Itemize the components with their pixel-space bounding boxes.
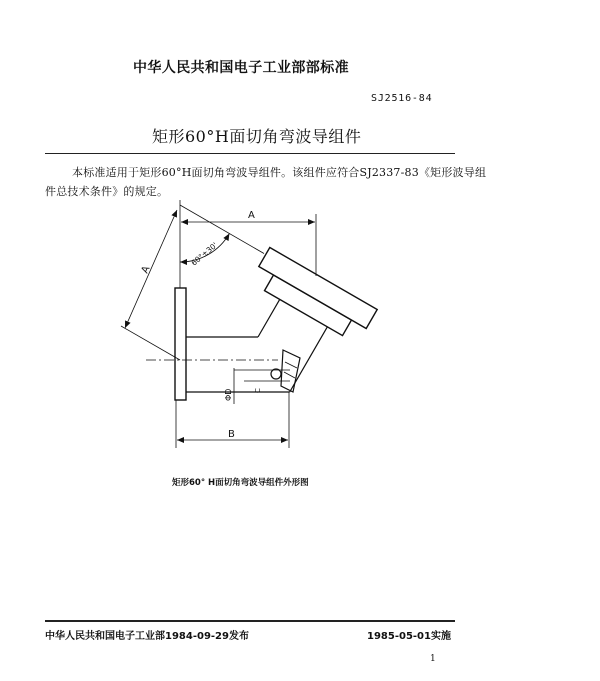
page-number: 1 (430, 654, 436, 664)
dim-a-slant-ext (121, 326, 180, 360)
effective-date: 1985-05-01实施 (367, 631, 451, 642)
angled-tube-inner-edge (258, 299, 280, 337)
angle-label: 60°±30' (189, 240, 220, 268)
dim-a-slant-label: A (139, 264, 153, 276)
screw-hole (271, 369, 281, 379)
standard-code: SJ2516-84 (371, 93, 433, 104)
left-flange (175, 288, 186, 400)
dim-a-top-label: A (248, 210, 255, 221)
dim-b-label: B (228, 429, 235, 440)
chamfer-hatch-line (284, 372, 295, 378)
document-title: 矩形60°H面切角弯波导组件 (152, 127, 362, 146)
dim-c-label: C (254, 388, 262, 393)
footer-divider (45, 620, 455, 622)
chamfer-hatch-line (285, 362, 297, 368)
chamfer-plate (281, 350, 300, 392)
body-paragraph-line-1: 本标准适用于矩形60°H面切角弯波导组件。该组件应符合SJ2337-83《矩形波导组 (72, 166, 487, 179)
body-paragraph-line-2: 件总技术条件》的规定。 (45, 185, 169, 198)
issuing-authority-heading: 中华人民共和国电子工业部部标准 (133, 60, 349, 76)
dim-phi-d-label: ΦD (224, 388, 233, 401)
figure-caption: 矩形60° H面切角弯波导组件外形图 (172, 478, 309, 488)
issue-date: 中华人民共和国电子工业部1984-09-29发布 (45, 631, 249, 642)
